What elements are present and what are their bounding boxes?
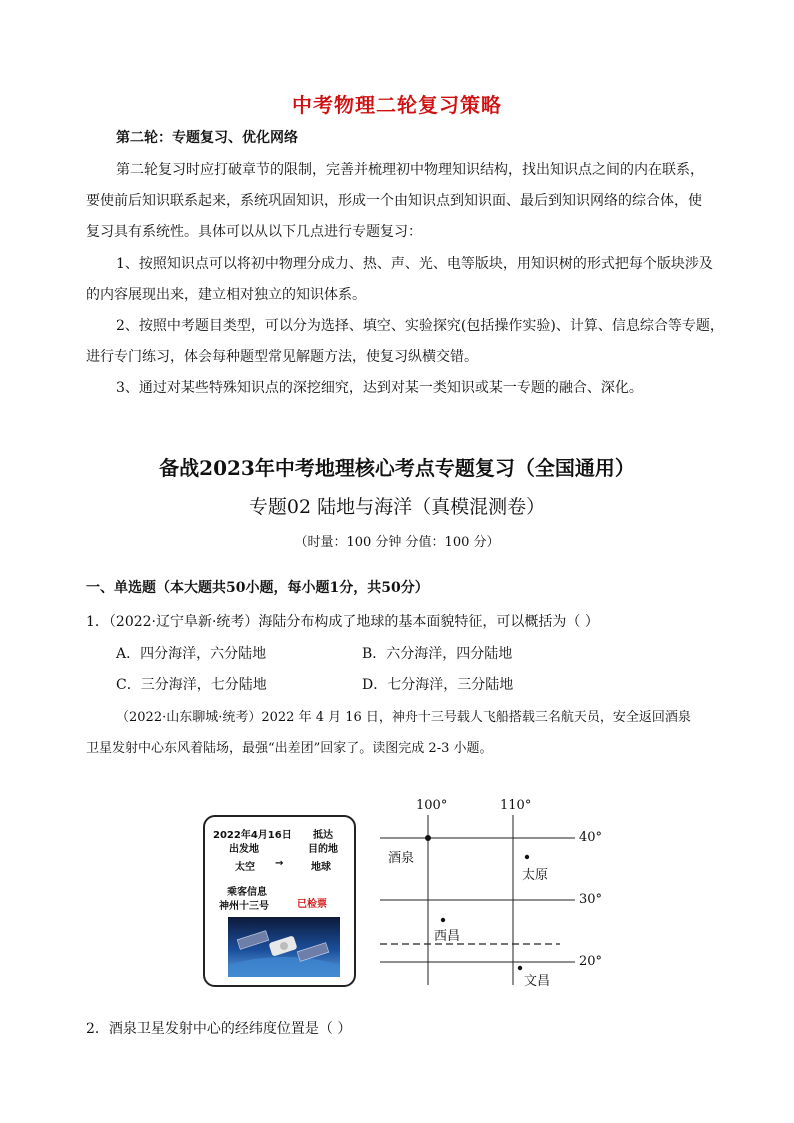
exam-meta: （时量：100 分钟 分值：100 分） <box>294 535 500 550</box>
ticket-name: 神州十三号 <box>219 901 269 912</box>
option-d: D．七分海洋，三分陆地 <box>362 677 514 693</box>
strategy-item: 2、按照中考题目类型，可以分为选择、填空、实验探究(包括操作实验)、计算、信息综合等专题， <box>116 318 724 334</box>
option-b: B．六分海洋，四分陆地 <box>362 646 513 662</box>
city-label-xichang: 西昌 <box>434 929 461 944</box>
arrow-icon: → <box>275 858 284 869</box>
grid-map <box>380 795 610 995</box>
lat-label: 40° <box>579 830 603 845</box>
strategy-subtitle: 第二轮：专题复习、优化网络 <box>116 130 298 146</box>
strategy-item: 进行专门练习，体会每种题型常见解题方法，使复习纵横交错。 <box>86 349 478 365</box>
strategy-text: 第二轮复习时应打破章节的限制，完善并梳理初中物理知识结构，找出知识点之间的内在联系， <box>116 162 704 178</box>
passage-text: （2022·山东聊城·统考）2022 年 4 月 16 日，神舟十三号载人飞船搭载三名航天员，安全返回酒泉 <box>116 710 691 725</box>
lon-label: 110° <box>500 798 532 813</box>
strategy-item: 1、按照知识点可以将初中物理分成力、热、声、光、电等版块，用知识树的形式把每个版块涉及 <box>116 256 713 272</box>
city-label-wenchang: 文昌 <box>524 974 551 989</box>
passage-text: 卫星发射中心东风着陆场，最强“出差团”回家了。读图完成 2-3 小题。 <box>86 741 493 756</box>
section-heading: 一、单选题（本大题共50小题，每小题1分，共50分） <box>86 580 429 596</box>
city-label-jiuquan: 酒泉 <box>388 851 415 866</box>
page-title: 中考物理二轮复习策略 <box>292 93 502 117</box>
question-2: 2．酒泉卫星发射中心的经纬度位置是（ ） <box>86 1021 352 1037</box>
exam-subtitle: 专题02 陆地与海洋（真模混测卷） <box>248 496 546 518</box>
exam-title: 备战2023年中考地理核心考点专题复习（全国通用） <box>159 456 635 480</box>
ticket-date: 2022年4月16日 <box>213 830 292 841</box>
city-dot-jiuquan <box>425 835 431 841</box>
ticket-to: 地球 <box>311 862 331 873</box>
option-c: C．三分海洋，七分陆地 <box>116 677 267 693</box>
lat-label: 20° <box>579 954 603 969</box>
question-1: 1．（2022·辽宁阜新·统考）海陆分布构成了地球的基本面貌特征，可以概括为（ ） <box>86 614 599 630</box>
option-a: A．四分海洋，六分陆地 <box>116 646 267 662</box>
ticket-passenger: 乘客信息 <box>227 887 267 898</box>
lon-label: 100° <box>416 798 448 813</box>
city-label-taiyuan: 太原 <box>522 868 549 883</box>
ticket-status: 已检票 <box>297 899 327 910</box>
strategy-item: 3、通过对某些特殊知识点的深挖细究，达到对某一类知识或某一专题的融合、深化。 <box>116 380 643 396</box>
strategy-item: 的内容展现出来，建立相对独立的知识体系。 <box>86 287 366 303</box>
ticket-dest-label: 目的地 <box>308 844 338 855</box>
strategy-text: 要使前后知识联系起来，系统巩固知识，形成一个由知识点到知识面、最后到知识网络的综合体，使 <box>86 193 702 209</box>
ticket-arrive: 抵达 <box>313 830 333 841</box>
boarding-ticket-figure <box>203 815 356 987</box>
city-dot-wenchang <box>518 966 522 970</box>
strategy-text: 复习具有系统性。具体可以从以下几点进行专题复习： <box>86 224 422 240</box>
spacecraft-image <box>228 917 340 977</box>
lat-label: 30° <box>579 892 603 907</box>
ticket-depart-label: 出发地 <box>229 844 259 855</box>
city-dot-taiyuan <box>525 855 529 859</box>
ticket-from: 太空 <box>235 862 255 873</box>
city-dot-xichang <box>441 918 445 922</box>
